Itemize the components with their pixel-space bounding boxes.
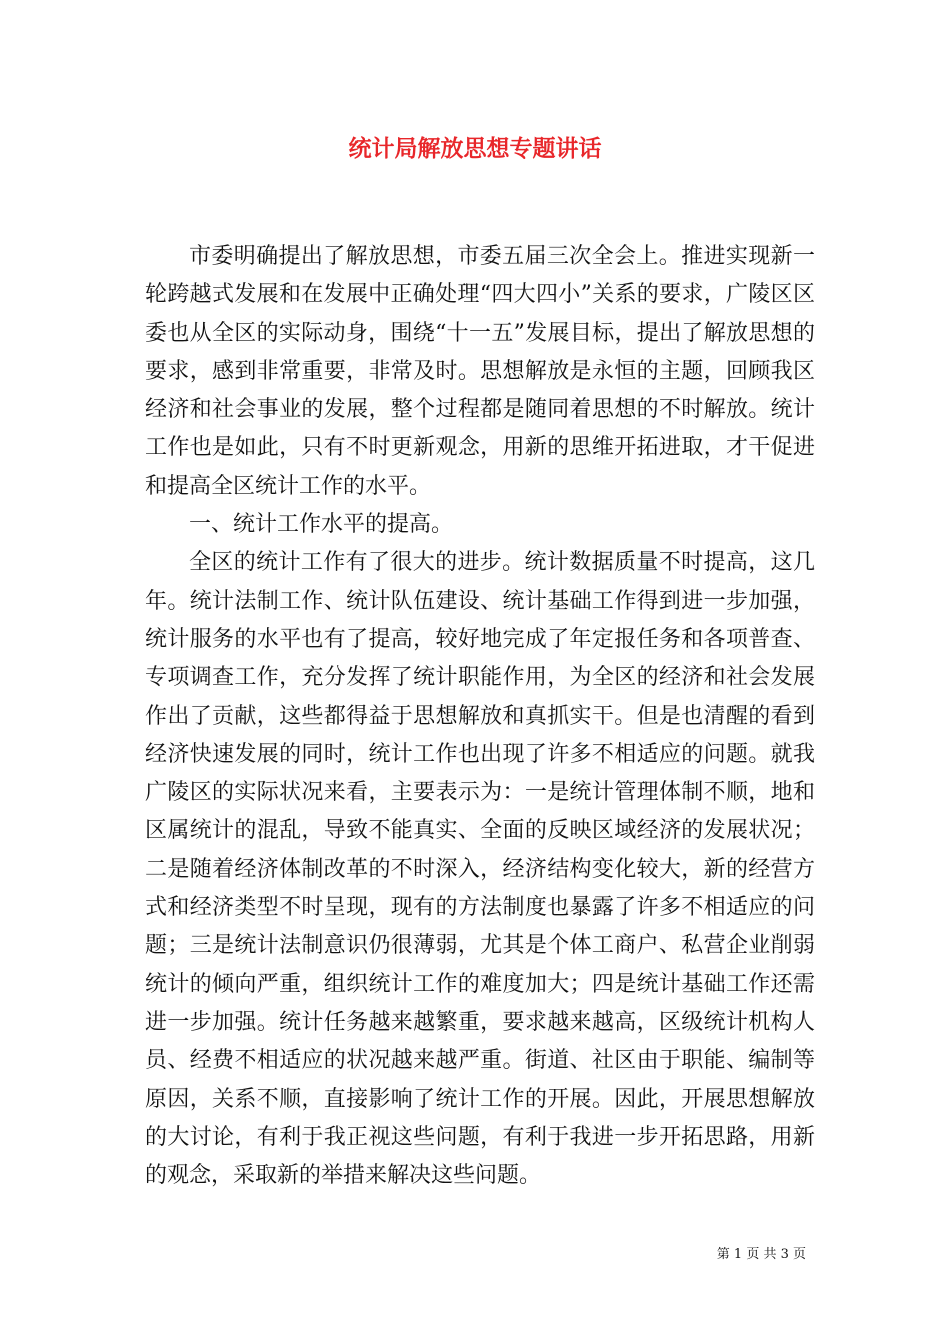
document-body bbox=[145, 238, 815, 1195]
paragraph-section-1: 全区的统计工作有了很大的进步。统计数据质量不时提高，这几年。统计法制工作、统计队伍建设、统计基础工作得到进一步加强，统计服务的水平也有了提高，较好地完成了年定报任务和各项普查、专项调查工作，充分发挥了统计职能作用，为全区的经济和社会发展作出了贡献，这些都得益于思想解放和真抓实干。但是也清醒的看到经济快速发展的同时，统计工作也出现了许多不相适应的问题。就我广陵区的实际状况来看，主要表示为：一是统计管理体制不顺，地和区属统计的混乱，导致不能真实、全面的反映区域经济的发展状况；二是随着经济体制改革的不时深入，经济结构变化较大，新的经营方式和经济类型不时呈现，现有的方法制度也暴露了许多不相适应的问题；三是统计法制意识仍很薄弱，尤其是个体工商户、私营企业削弱统计的倾向严重，组织统计工作的难度加大；四是统计基础工作还需进一步加强。统计任务越来越繁重，要求越来越高，区级统计机构人员、经费不相适应的状况越来越严重。街道、社区由于职能、编制等原因，关系不顺，直接影响了统计工作的开展。因此，开展思想解放的大讨论，有利于我正视这些问题，有利于我进一步开拓思路，用新的观念，采取新的举措来解决这些问题。 bbox=[145, 550, 815, 1189]
document-title: 统计局解放思想专题讲话 bbox=[348, 135, 602, 162]
section-heading-1: 一、统计工作水平的提高。 bbox=[189, 512, 454, 538]
paragraph-intro: 市委明确提出了解放思想，市委五届三次全会上。推进实现新一轮跨越式发展和在发展中正确处理“四大四小”关系的要求，广陵区区委也从全区的实际动身，围绕“十一五”发展目标，提出了解放思想的要求，感到非常重要，非常及时。思想解放是永恒的主题，回顾我区经济和社会事业的发展，整个过程都是随同着思想的不时解放。统计工作也是如此，只有不时更新观念，用新的思维开拓进取，才干促进和提高全区统计工作的水平。 bbox=[145, 244, 815, 499]
page-number-footer: 第 1 页 共 3 页 bbox=[716, 1247, 806, 1262]
